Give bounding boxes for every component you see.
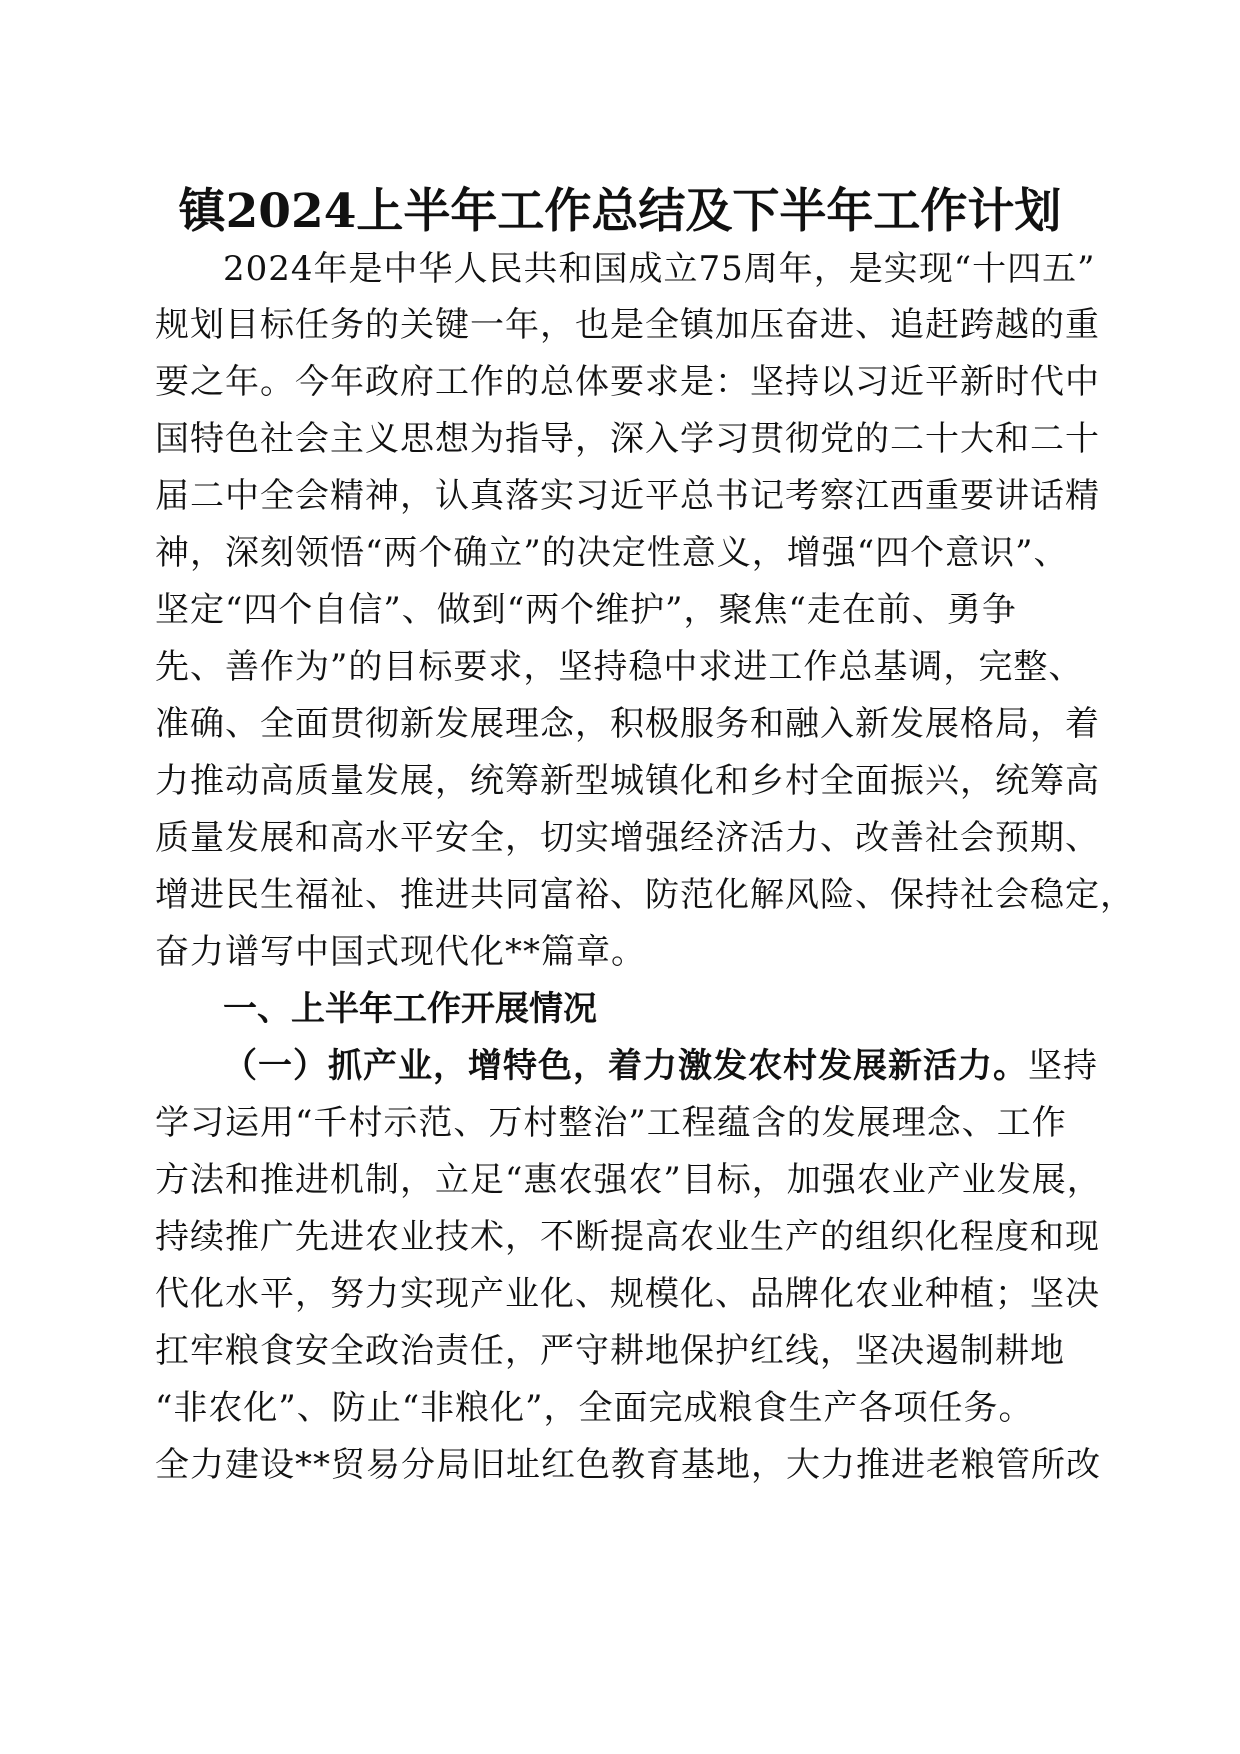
paragraph-line: 方法和推进机制，立足“惠农强农”目标，加强农业产业发展， — [155, 1160, 1102, 1200]
paragraph-line: 神，深刻领悟“两个确立”的决定性意义，增强“四个意识”、 — [155, 533, 1069, 573]
paragraph-line: 届二中全会精神，认真落实习近平总书记考察江西重要讲话精 — [155, 476, 1100, 516]
paragraph-line: 持续推广先进农业技术，不断提高农业生产的组织化程度和现 — [155, 1217, 1100, 1257]
paragraph-line: “非农化”、防止“非粮化”，全面完成粮食生产各项任务。 — [155, 1388, 1034, 1428]
paragraph-line: 规划目标任务的关键一年，也是全镇加压奋进、追赶跨越的重 — [155, 305, 1100, 345]
paragraph-line: 学习运用“千村示范、万村整治”工程蕴含的发展理念、工作 — [155, 1103, 1067, 1143]
subsection-text: 坚持 — [1028, 1046, 1098, 1086]
paragraph-line: 坚定“四个自信”、做到“两个维护”，聚焦“走在前、勇争 — [155, 590, 1017, 630]
paragraph-line: 增进民生福祉、推进共同富裕、防范化解风险、保持社会稳定， — [155, 875, 1135, 915]
paragraph-line: 质量发展和高水平安全，切实增强经济活力、改善社会预期、 — [155, 818, 1100, 858]
paragraph-line: 扛牢粮食安全政治责任，严守耕地保护红线，坚决遏制耕地 — [155, 1331, 1065, 1371]
document-title: 镇2024上半年工作总结及下半年工作计划 — [178, 184, 1062, 239]
section-heading: 一、上半年工作开展情况 — [223, 989, 597, 1029]
paragraph-line: 力推动高质量发展，统筹新型城镇化和乡村全面振兴，统筹高 — [155, 761, 1100, 801]
paragraph-line: 奋力谱写中国式现代化**篇章。 — [155, 932, 646, 972]
paragraph-line: 代化水平，努力实现产业化、规模化、品牌化农业种植；坚决 — [155, 1274, 1100, 1314]
paragraph-line: 2024年是中华人民共和国成立75周年，是实现“十四五” — [223, 249, 1096, 289]
paragraph-line: 全力建设**贸易分局旧址红色教育基地，大力推进老粮管所改 — [155, 1445, 1101, 1485]
paragraph-line: 准确、全面贯彻新发展理念，积极服务和融入新发展格局，着 — [155, 704, 1100, 744]
paragraph-line: 要之年。今年政府工作的总体要求是：坚持以习近平新时代中 — [155, 362, 1100, 402]
subsection-heading: （一）抓产业，增特色，着力激发农村发展新活力。 — [223, 1046, 1028, 1086]
paragraph-line: 先、善作为”的目标要求，坚持稳中求进工作总基调，完整、 — [155, 647, 1084, 687]
paragraph-line: 国特色社会主义思想为指导，深入学习贯彻党的二十大和二十 — [155, 419, 1100, 459]
subsection-line — [223, 1045, 1098, 1087]
